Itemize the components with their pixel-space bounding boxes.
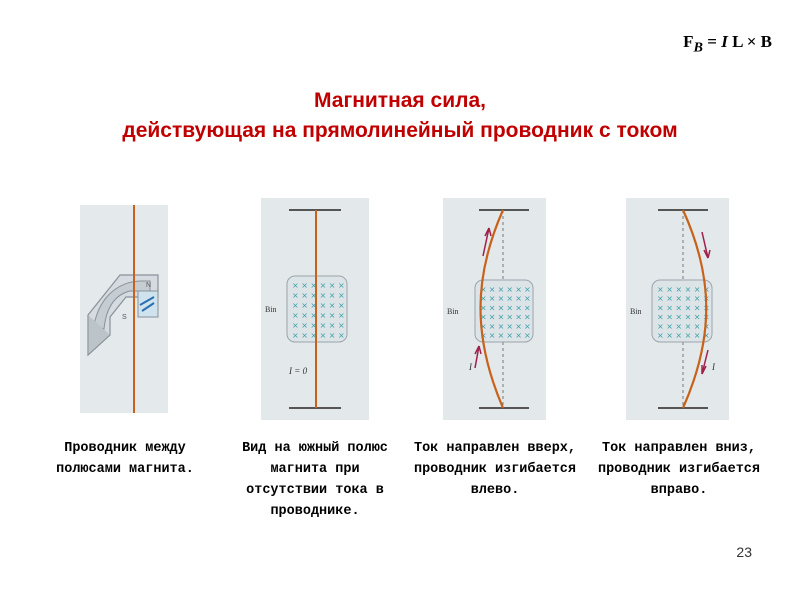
- field-cross-mark: ×: [480, 285, 487, 294]
- field-cross-mark: ×: [684, 331, 692, 340]
- field-cross-mark: ×: [338, 301, 345, 310]
- field-cross-mark: ×: [497, 312, 505, 322]
- field-cross-mark: ×: [515, 303, 522, 313]
- field-cross-mark: ×: [684, 285, 692, 294]
- field-cross-mark: ×: [301, 291, 308, 300]
- field-cross-mark: ×: [319, 311, 327, 320]
- field-cross-mark: ×: [666, 312, 673, 322]
- field-cross-mark: ×: [515, 331, 522, 340]
- panel-magnet-view: [80, 205, 168, 413]
- field-cross-mark: ×: [515, 285, 522, 294]
- field-cross-mark: ×: [338, 331, 345, 340]
- panel-current-down: [626, 198, 729, 420]
- field-cross-mark: ×: [310, 291, 318, 300]
- field-cross-mark: ×: [328, 281, 336, 290]
- field-cross-mark: ×: [488, 303, 496, 313]
- field-cross-mark: ×: [675, 294, 683, 304]
- field-cross-mark: ×: [684, 294, 692, 304]
- field-cross-mark: ×: [319, 291, 327, 300]
- field-cross-mark: ×: [524, 303, 531, 313]
- field-cross-mark: ×: [301, 331, 308, 340]
- field-cross-mark: ×: [524, 331, 531, 340]
- caption-panel-2: Вид на южный полюс магнита при отсутствии тока в проводнике.: [242, 441, 388, 519]
- field-cross-mark: ×: [506, 294, 514, 304]
- field-cross-mark: ×: [703, 294, 710, 304]
- field-cross-mark: ×: [506, 285, 514, 294]
- field-cross-mark: ×: [310, 281, 318, 290]
- field-cross-mark: ×: [301, 301, 308, 310]
- field-cross-mark: ×: [497, 331, 505, 340]
- field-cross-mark: ×: [703, 303, 710, 313]
- field-cross-mark: ×: [488, 331, 496, 340]
- svg-text:S: S: [122, 314, 127, 321]
- field-cross-mark: ×: [338, 291, 345, 300]
- field-cross-mark: ×: [693, 303, 701, 313]
- field-cross-mark: ×: [292, 311, 299, 320]
- field-cross-mark: ×: [480, 312, 487, 322]
- current-label: I: [469, 362, 472, 372]
- field-cross-mark: ×: [497, 294, 505, 304]
- page-number: 23: [736, 544, 752, 560]
- current-label: I = 0: [289, 366, 308, 376]
- field-cross-mark: ×: [515, 321, 522, 331]
- field-cross-mark: ×: [338, 321, 345, 330]
- formula-equals: =: [703, 32, 722, 51]
- field-cross-mark: ×: [310, 311, 318, 320]
- panel-no-current: [261, 198, 369, 420]
- field-cross-mark: ×: [292, 321, 299, 330]
- field-cross-mark: ×: [524, 321, 531, 331]
- magnet-illustration: [80, 205, 168, 413]
- field-cross-mark: ×: [703, 312, 710, 322]
- field-cross-mark: ×: [675, 321, 683, 331]
- field-view-current-up: [443, 198, 546, 420]
- field-cross-mark: ×: [657, 294, 664, 304]
- field-cross-mark: ×: [328, 331, 336, 340]
- field-cross-mark: ×: [497, 303, 505, 313]
- field-cross-mark: ×: [666, 285, 673, 294]
- formula-current: I: [721, 32, 728, 51]
- page-title: [0, 86, 800, 146]
- current-label: I: [712, 362, 715, 372]
- field-cross-mark: ×: [703, 285, 710, 294]
- field-cross-mark: ×: [684, 303, 692, 313]
- field-cross-mark: ×: [338, 281, 345, 290]
- field-cross-mark: ×: [488, 312, 496, 322]
- field-label: Bin: [447, 307, 459, 316]
- field-cross-mark: ×: [488, 285, 496, 294]
- field-cross-mark: ×: [657, 321, 664, 331]
- field-cross-mark: ×: [480, 331, 487, 340]
- field-cross-mark: ×: [693, 294, 701, 304]
- formula-rest: L × B: [727, 32, 772, 51]
- field-cross-mark: ×: [292, 281, 299, 290]
- field-cross-mark: ×: [506, 312, 514, 322]
- field-cross-mark: ×: [506, 321, 514, 331]
- field-cross-mark: ×: [684, 312, 692, 322]
- field-cross-mark: ×: [292, 291, 299, 300]
- field-cross-mark: ×: [480, 321, 487, 331]
- field-cross-mark: ×: [703, 331, 710, 340]
- field-cross-mark: ×: [488, 321, 496, 331]
- field-cross-mark: ×: [693, 321, 701, 331]
- field-cross-mark: ×: [657, 331, 664, 340]
- field-cross-mark: ×: [666, 294, 673, 304]
- field-cross-mark: ×: [693, 285, 701, 294]
- field-cross-mark: ×: [657, 285, 664, 294]
- field-cross-mark: ×: [684, 321, 692, 331]
- caption-panel-3: Ток направлен вверх, проводник изгибается влево.: [413, 441, 577, 498]
- field-cross-mark: ×: [488, 294, 496, 304]
- field-cross-mark: ×: [338, 311, 345, 320]
- field-cross-mark: ×: [666, 331, 673, 340]
- field-cross-mark: ×: [310, 321, 318, 330]
- field-cross-mark: ×: [666, 321, 673, 331]
- field-cross-mark: ×: [480, 294, 487, 304]
- title-line-1: Магнитная сила,: [314, 89, 486, 112]
- field-cross-mark: ×: [497, 285, 505, 294]
- field-cross-mark: ×: [675, 312, 683, 322]
- field-label: Bin: [265, 305, 277, 314]
- field-cross-mark: ×: [506, 331, 514, 340]
- field-cross-mark: ×: [328, 301, 336, 310]
- field-cross-mark: ×: [524, 285, 531, 294]
- field-cross-mark: ×: [319, 301, 327, 310]
- field-cross-mark: ×: [675, 331, 683, 340]
- field-cross-mark: ×: [301, 321, 308, 330]
- caption-panel-1: Проводник между полюсами магнита.: [56, 441, 194, 477]
- field-view-no-current: [261, 198, 369, 420]
- field-label: Bin: [630, 307, 642, 316]
- field-cross-mark: ×: [319, 281, 327, 290]
- field-cross-mark: ×: [292, 301, 299, 310]
- field-cross-mark: ×: [328, 311, 336, 320]
- field-cross-mark: ×: [310, 301, 318, 310]
- field-cross-mark: ×: [666, 303, 673, 313]
- field-cross-mark: ×: [657, 312, 664, 322]
- field-cross-mark: ×: [515, 312, 522, 322]
- field-cross-mark: ×: [524, 312, 531, 322]
- field-cross-mark: ×: [675, 285, 683, 294]
- field-cross-mark: ×: [480, 303, 487, 313]
- field-cross-mark: ×: [693, 331, 701, 340]
- field-cross-mark: ×: [657, 303, 664, 313]
- field-cross-mark: ×: [301, 281, 308, 290]
- field-cross-mark: ×: [497, 321, 505, 331]
- field-cross-mark: ×: [703, 321, 710, 331]
- field-cross-mark: ×: [506, 303, 514, 313]
- field-cross-mark: ×: [310, 331, 318, 340]
- title-line-2: действующая на прямолинейный проводник с током: [122, 119, 678, 142]
- field-cross-mark: ×: [693, 312, 701, 322]
- field-cross-mark: ×: [675, 303, 683, 313]
- panel-current-up: [443, 198, 546, 420]
- field-cross-mark: ×: [292, 331, 299, 340]
- formula-subscript: B: [693, 39, 703, 56]
- field-cross-mark: ×: [524, 294, 531, 304]
- field-cross-mark: ×: [301, 311, 308, 320]
- formula: [683, 32, 772, 56]
- field-cross-mark: ×: [515, 294, 522, 304]
- field-view-current-down: [626, 198, 729, 420]
- svg-text:N: N: [146, 282, 152, 289]
- formula-f: F: [683, 32, 694, 51]
- field-cross-mark: ×: [328, 291, 336, 300]
- field-cross-mark: ×: [319, 321, 327, 330]
- caption-panel-4: Ток направлен вниз, проводник изгибается вправо.: [597, 441, 761, 498]
- field-cross-mark: ×: [328, 321, 336, 330]
- field-cross-mark: ×: [319, 331, 327, 340]
